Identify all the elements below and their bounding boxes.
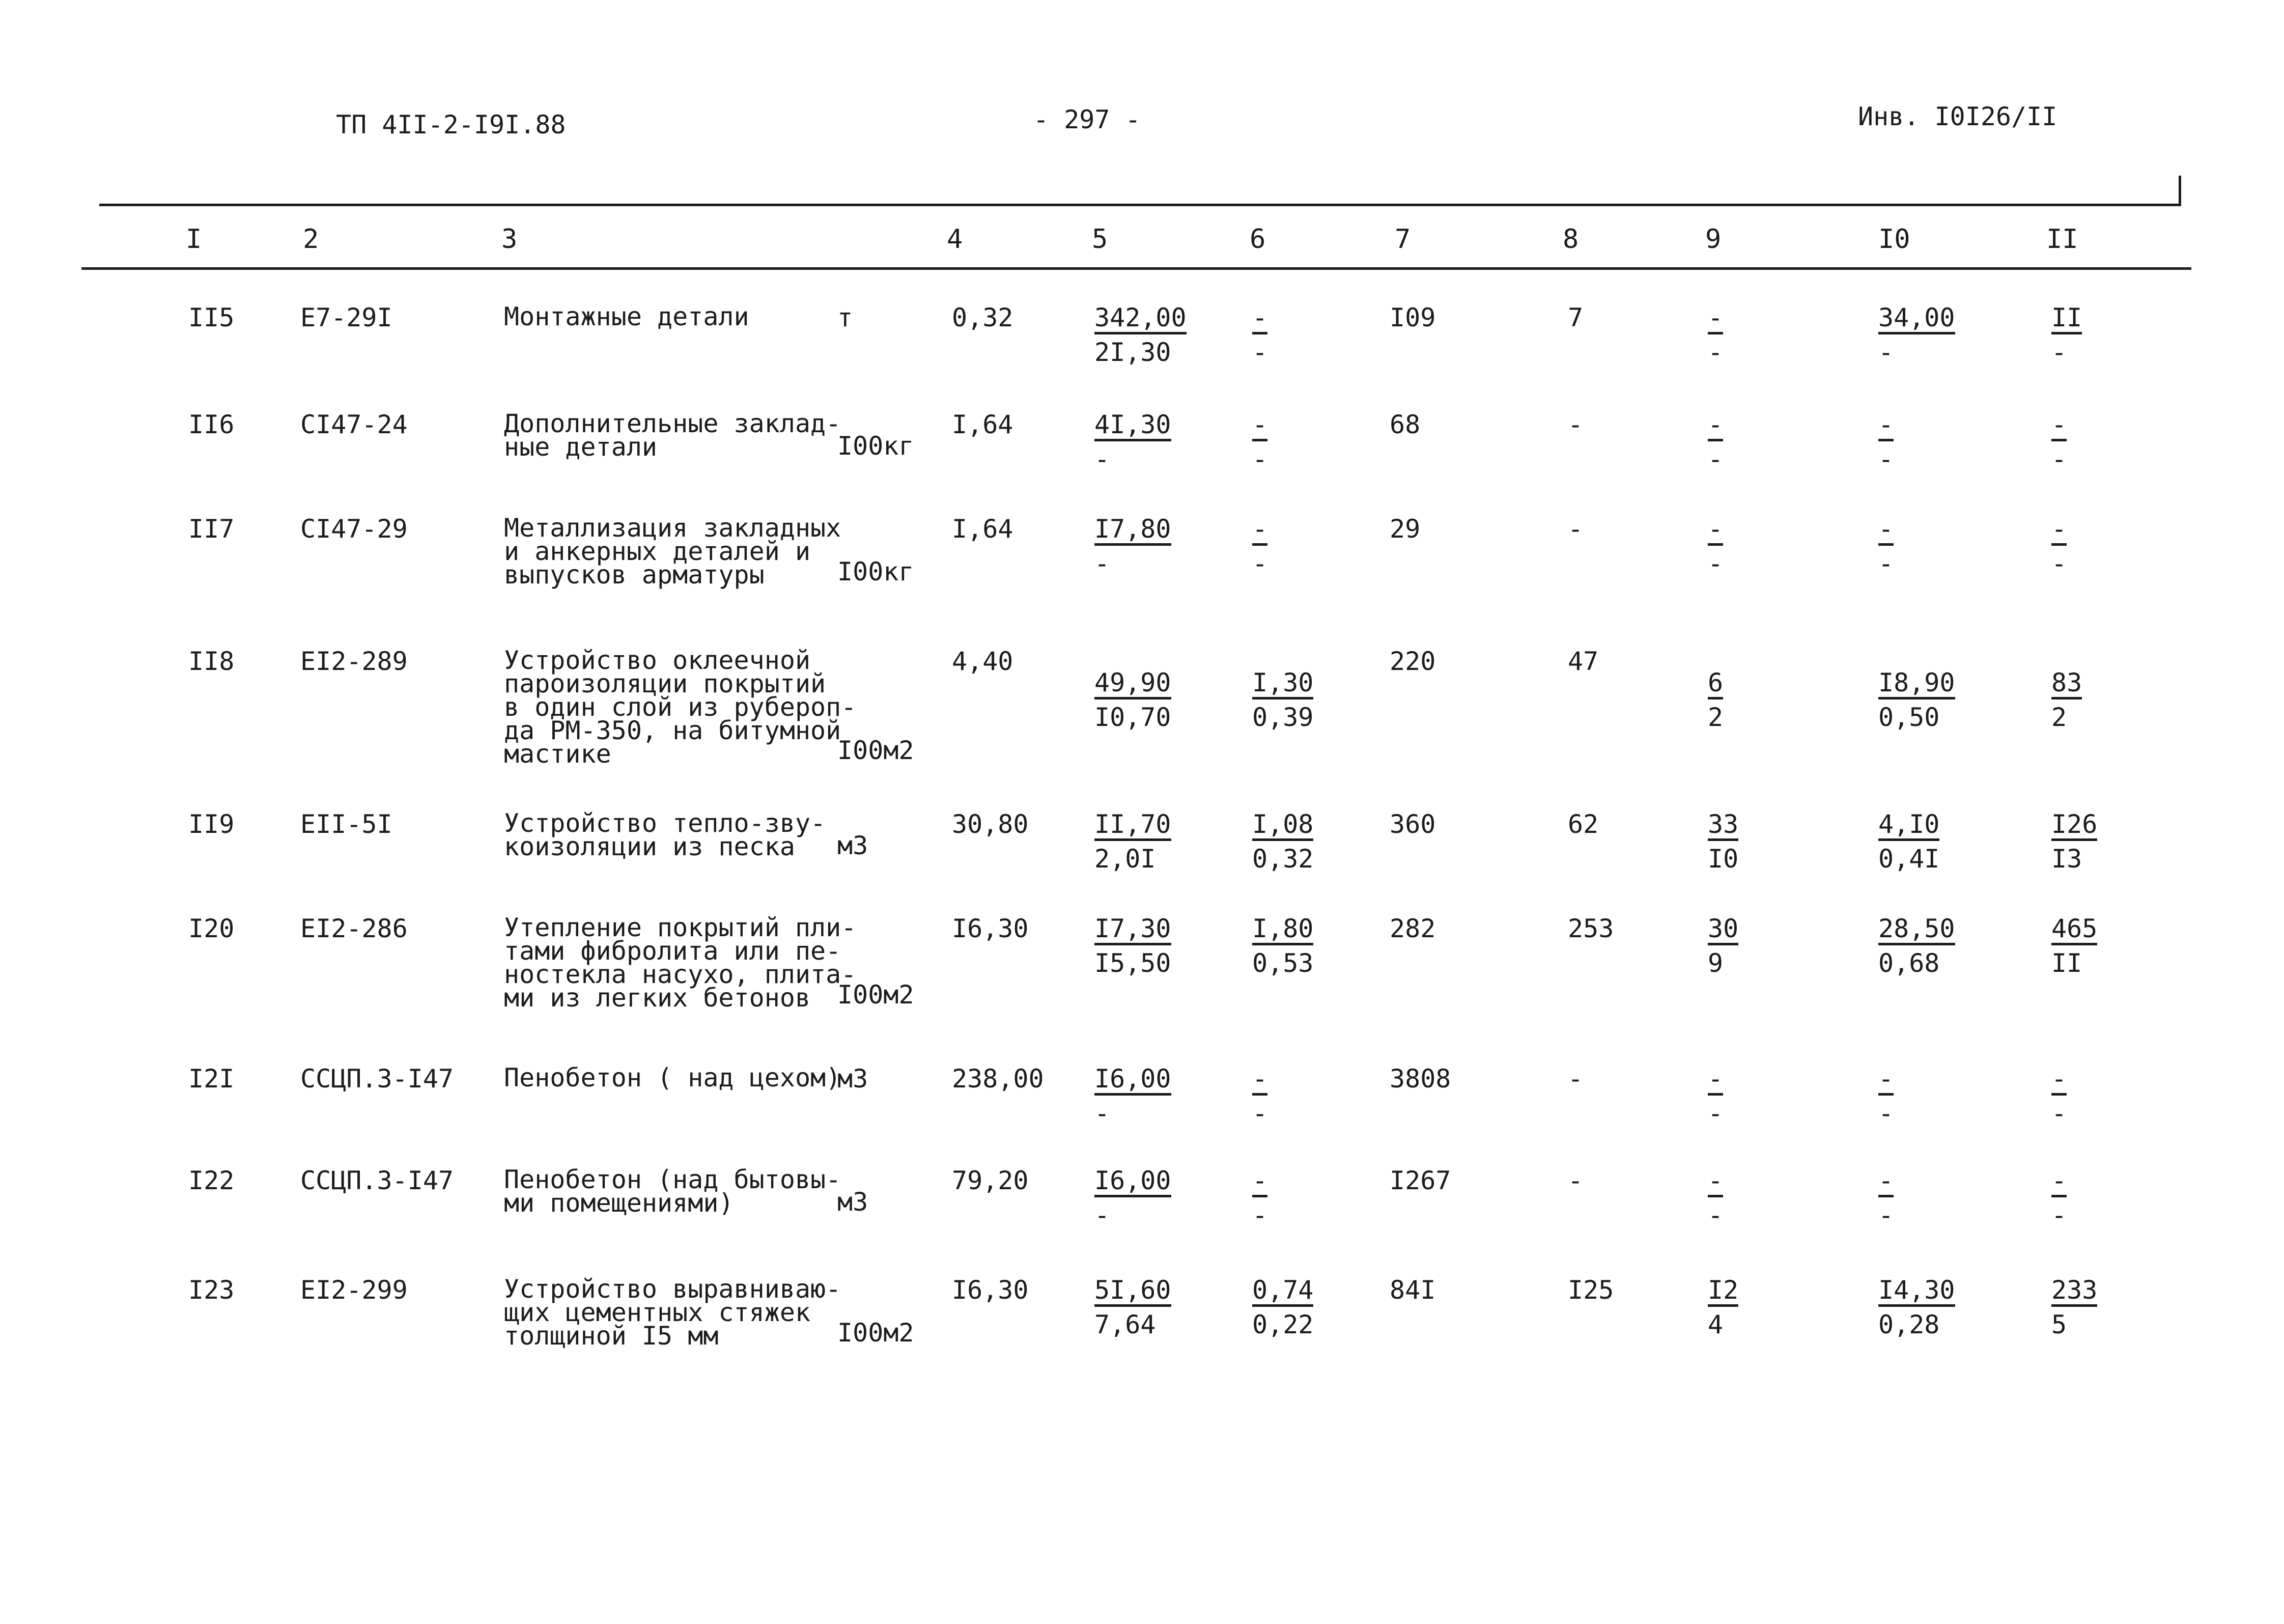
labor-value: 3808 bbox=[1390, 1064, 1451, 1094]
fraction-denominator: 0,4I bbox=[1878, 844, 1940, 874]
fraction-denominator: 7,64 bbox=[1094, 1310, 1156, 1339]
value-fraction bbox=[1708, 410, 1723, 477]
fraction-denominator: I0,70 bbox=[1094, 703, 1171, 732]
description-line: Пенобетон ( над цехом) bbox=[504, 1063, 841, 1093]
unit: I00кг bbox=[837, 431, 914, 461]
value-fraction bbox=[1878, 1166, 1894, 1233]
value-fraction bbox=[1878, 914, 1955, 981]
fraction-numerator: - bbox=[1878, 410, 1894, 441]
value-fraction bbox=[2051, 1275, 2097, 1342]
work-description bbox=[504, 913, 857, 1013]
machine-value: 253 bbox=[1568, 914, 1614, 943]
quantity: 4,40 bbox=[952, 647, 1013, 676]
fraction-numerator: 33 bbox=[1708, 810, 1738, 841]
quantity: 238,00 bbox=[952, 1064, 1044, 1094]
fraction-numerator: - bbox=[1708, 303, 1723, 334]
value-fraction bbox=[1252, 809, 1313, 877]
unit: I00м2 bbox=[837, 736, 914, 765]
value-fraction bbox=[1708, 1064, 1723, 1131]
fraction-numerator: - bbox=[1252, 1065, 1267, 1096]
table-corner-tick bbox=[2179, 176, 2181, 206]
fraction-numerator: I2 bbox=[1708, 1276, 1738, 1307]
fraction-numerator: - bbox=[2051, 1166, 2067, 1197]
machine-value: 47 bbox=[1568, 647, 1599, 676]
inventory-number: Инв. I0I26/II bbox=[1858, 102, 2057, 131]
row-number: II7 bbox=[188, 514, 235, 544]
value-fraction bbox=[1708, 914, 1738, 981]
quantity: 30,80 bbox=[952, 809, 1029, 839]
fraction-numerator: I6,00 bbox=[1094, 1065, 1171, 1096]
value-fraction bbox=[1094, 668, 1171, 735]
fraction-denominator: - bbox=[1252, 338, 1268, 367]
work-description bbox=[504, 302, 749, 331]
work-description bbox=[504, 1063, 841, 1093]
value-fraction bbox=[1878, 668, 1955, 735]
fraction-numerator: - bbox=[1708, 1166, 1723, 1197]
description-line: Дополнительные заклад- bbox=[504, 409, 841, 438]
unit: т bbox=[837, 303, 853, 332]
labor-value: I267 bbox=[1390, 1166, 1451, 1195]
row-number: II9 bbox=[188, 809, 235, 839]
fraction-denominator: - bbox=[1708, 338, 1724, 367]
description-line: толщиной I5 мм bbox=[504, 1321, 719, 1351]
value-fraction bbox=[1094, 1275, 1171, 1342]
fraction-numerator: - bbox=[1708, 1065, 1723, 1096]
fraction-denominator: 0,28 bbox=[1878, 1310, 1940, 1339]
fraction-denominator: - bbox=[1094, 549, 1110, 578]
value-fraction bbox=[1252, 410, 1267, 477]
fraction-numerator: - bbox=[1878, 1166, 1894, 1197]
row-number: II5 bbox=[188, 303, 235, 332]
fraction-numerator: I8,90 bbox=[1878, 668, 1955, 699]
value-fraction bbox=[1252, 668, 1313, 735]
machine-value: 62 bbox=[1568, 809, 1599, 839]
fraction-numerator: I6,00 bbox=[1094, 1166, 1171, 1197]
quantity: I,64 bbox=[952, 410, 1013, 439]
labor-value: 360 bbox=[1390, 809, 1436, 839]
value-fraction bbox=[2051, 668, 2082, 735]
fraction-denominator: 4 bbox=[1708, 1310, 1724, 1339]
value-fraction bbox=[1708, 1275, 1738, 1342]
value-fraction bbox=[1878, 410, 1894, 477]
unit: I00кг bbox=[837, 557, 914, 586]
machine-value: I25 bbox=[1568, 1275, 1614, 1305]
fraction-numerator: 83 bbox=[2051, 668, 2082, 699]
value-fraction bbox=[1878, 1275, 1955, 1342]
work-description bbox=[504, 513, 841, 590]
fraction-numerator: II bbox=[2051, 303, 2082, 334]
value-fraction bbox=[1094, 914, 1171, 981]
norm-code: ССЦП.3-I47 bbox=[300, 1166, 454, 1195]
work-description bbox=[504, 409, 841, 462]
fraction-denominator: 0,53 bbox=[1252, 948, 1314, 978]
description-line: Монтажные детали bbox=[504, 302, 749, 331]
value-fraction bbox=[2051, 809, 2097, 877]
machine-value: 7 bbox=[1568, 303, 1584, 332]
value-fraction bbox=[1094, 1064, 1171, 1131]
row-number: II6 bbox=[188, 410, 235, 439]
fraction-denominator: 0,32 bbox=[1252, 844, 1314, 874]
fraction-numerator: 4,I0 bbox=[1878, 810, 1939, 841]
value-fraction bbox=[1252, 303, 1267, 370]
value-fraction bbox=[1252, 1275, 1313, 1342]
fraction-denominator: - bbox=[1708, 549, 1724, 578]
fraction-denominator: 0,22 bbox=[1252, 1310, 1314, 1339]
fraction-denominator: I0 bbox=[1708, 844, 1739, 874]
labor-value: 220 bbox=[1390, 647, 1436, 676]
fraction-numerator: I26 bbox=[2051, 810, 2097, 841]
machine-value: - bbox=[1568, 410, 1584, 439]
document-code: ТП 4II-2-I9I.88 bbox=[336, 110, 566, 139]
value-fraction bbox=[2051, 1064, 2067, 1131]
fraction-numerator: 342,00 bbox=[1094, 303, 1187, 334]
description-line: пароизоляции покрытий bbox=[504, 669, 826, 698]
fraction-numerator: I,80 bbox=[1252, 914, 1313, 945]
row-number: I23 bbox=[188, 1275, 235, 1305]
column-number: 4 bbox=[947, 224, 963, 255]
value-fraction bbox=[2051, 514, 2067, 581]
unit: м3 bbox=[837, 831, 868, 860]
row-number: II8 bbox=[188, 647, 235, 676]
norm-code: EI2-299 bbox=[300, 1275, 408, 1305]
column-number: I0 bbox=[1878, 224, 1910, 255]
fraction-numerator: - bbox=[1252, 1166, 1267, 1197]
description-line: щих цементных стяжек bbox=[504, 1298, 811, 1327]
fraction-numerator: 49,90 bbox=[1094, 668, 1171, 699]
fraction-numerator: I7,30 bbox=[1094, 914, 1171, 945]
norm-code: EI2-286 bbox=[300, 914, 408, 943]
machine-value: - bbox=[1568, 1166, 1584, 1195]
fraction-denominator: II bbox=[2051, 948, 2082, 978]
column-number: 3 bbox=[501, 224, 518, 255]
description-line: мастике bbox=[504, 739, 611, 769]
fraction-denominator: 2I,30 bbox=[1094, 338, 1171, 367]
value-fraction bbox=[1708, 514, 1723, 581]
description-line: ми помещениями) bbox=[504, 1188, 734, 1218]
norm-code: EII-5I bbox=[300, 809, 392, 839]
column-number: I bbox=[186, 224, 202, 255]
description-line: да РМ-350, на битумной bbox=[504, 716, 841, 745]
work-description bbox=[504, 808, 826, 861]
value-fraction bbox=[1252, 1166, 1267, 1233]
description-line: выпусков арматуры bbox=[504, 560, 765, 590]
value-fraction bbox=[2051, 303, 2082, 370]
fraction-denominator: - bbox=[1094, 1099, 1110, 1128]
fraction-numerator: 4I,30 bbox=[1094, 410, 1171, 441]
description-line: ностекла насухо, плита- bbox=[504, 960, 857, 989]
value-fraction bbox=[1094, 514, 1171, 581]
fraction-numerator: - bbox=[2051, 410, 2067, 441]
fraction-numerator: 28,50 bbox=[1878, 914, 1955, 945]
fraction-numerator: 233 bbox=[2051, 1276, 2097, 1307]
description-line: Устройство тепло-зву- bbox=[504, 808, 826, 838]
fraction-denominator: - bbox=[2051, 1200, 2067, 1230]
fraction-denominator: - bbox=[1708, 1200, 1724, 1230]
quantity: I6,30 bbox=[952, 914, 1029, 943]
fraction-denominator: 0,68 bbox=[1878, 948, 1940, 978]
fraction-denominator: 2 bbox=[1708, 703, 1724, 732]
fraction-denominator: 5 bbox=[2051, 1310, 2067, 1339]
table-top-rule bbox=[99, 204, 2181, 206]
value-fraction bbox=[1094, 1166, 1171, 1233]
norm-code: CI47-24 bbox=[300, 410, 408, 439]
fraction-numerator: I,08 bbox=[1252, 810, 1313, 841]
column-number: 9 bbox=[1705, 224, 1722, 255]
column-number: 7 bbox=[1395, 224, 1411, 255]
work-description bbox=[504, 1165, 841, 1218]
fraction-denominator: 9 bbox=[1708, 948, 1724, 978]
labor-value: 29 bbox=[1390, 514, 1421, 544]
quantity: 0,32 bbox=[952, 303, 1013, 332]
value-fraction bbox=[2051, 1166, 2067, 1233]
description-line: и анкерных деталей и bbox=[504, 537, 811, 566]
labor-value: 68 bbox=[1390, 410, 1421, 439]
fraction-denominator: - bbox=[1878, 1099, 1894, 1128]
fraction-numerator: 6 bbox=[1708, 668, 1723, 699]
quantity: I6,30 bbox=[952, 1275, 1029, 1305]
fraction-denominator: 2 bbox=[2051, 703, 2067, 732]
value-fraction bbox=[1094, 410, 1171, 477]
fraction-numerator: - bbox=[1708, 410, 1723, 441]
description-line: коизоляции из песка bbox=[504, 832, 795, 861]
fraction-denominator: 0,39 bbox=[1252, 703, 1314, 732]
fraction-denominator: 2,0I bbox=[1094, 844, 1156, 874]
description-line: Утепление покрытий пли- bbox=[504, 913, 857, 942]
fraction-numerator: - bbox=[2051, 1065, 2067, 1096]
description-line: тами фибролита или пе- bbox=[504, 936, 841, 966]
column-number: 5 bbox=[1092, 224, 1108, 255]
fraction-numerator: - bbox=[1878, 1065, 1894, 1096]
value-fraction bbox=[1708, 303, 1723, 370]
labor-value: 84I bbox=[1390, 1275, 1436, 1305]
quantity: I,64 bbox=[952, 514, 1013, 544]
column-number: 2 bbox=[303, 224, 319, 255]
fraction-denominator: - bbox=[2051, 338, 2067, 367]
description-line: в один слой из рубероп- bbox=[504, 692, 857, 722]
header-bottom-rule bbox=[81, 267, 2191, 270]
norm-code: ССЦП.3-I47 bbox=[300, 1064, 454, 1094]
unit: м3 bbox=[837, 1187, 868, 1217]
fraction-numerator: I7,80 bbox=[1094, 515, 1171, 546]
value-fraction bbox=[1708, 1166, 1723, 1233]
machine-value: - bbox=[1568, 514, 1584, 544]
column-number: II bbox=[2046, 224, 2078, 255]
work-description bbox=[504, 646, 857, 769]
row-number: I2I bbox=[188, 1064, 235, 1094]
fraction-denominator: - bbox=[2051, 1099, 2067, 1128]
fraction-denominator: - bbox=[1878, 444, 1894, 474]
value-fraction bbox=[1094, 303, 1187, 370]
value-fraction bbox=[2051, 410, 2067, 477]
fraction-numerator: 5I,60 bbox=[1094, 1276, 1171, 1307]
fraction-numerator: I,30 bbox=[1252, 668, 1313, 699]
fraction-numerator: II,70 bbox=[1094, 810, 1171, 841]
fraction-denominator: - bbox=[1094, 1200, 1110, 1230]
fraction-denominator: - bbox=[1878, 549, 1894, 578]
value-fraction bbox=[2051, 914, 2097, 981]
value-fraction bbox=[1252, 914, 1313, 981]
value-fraction bbox=[1878, 809, 1939, 877]
row-number: I22 bbox=[188, 1166, 235, 1195]
quantity: 79,20 bbox=[952, 1166, 1029, 1195]
fraction-denominator: I5,50 bbox=[1094, 948, 1171, 978]
fraction-numerator: 0,74 bbox=[1252, 1276, 1313, 1307]
description-line: Устройство оклеечной bbox=[504, 646, 811, 675]
unit: I00м2 bbox=[837, 980, 914, 1010]
value-fraction bbox=[1878, 514, 1894, 581]
labor-value: 282 bbox=[1390, 914, 1436, 943]
labor-value: I09 bbox=[1390, 303, 1436, 332]
fraction-denominator: - bbox=[1708, 444, 1724, 474]
value-fraction bbox=[1252, 1064, 1267, 1131]
fraction-denominator: - bbox=[1252, 1200, 1268, 1230]
value-fraction bbox=[1252, 514, 1267, 581]
fraction-denominator: - bbox=[1252, 549, 1268, 578]
fraction-denominator: 0,50 bbox=[1878, 703, 1940, 732]
column-number: 6 bbox=[1250, 224, 1266, 255]
description-line: Металлизация закладных bbox=[504, 513, 841, 543]
value-fraction bbox=[1708, 668, 1723, 735]
fraction-denominator: - bbox=[1708, 1099, 1724, 1128]
fraction-numerator: - bbox=[1708, 515, 1723, 546]
norm-code: EI2-289 bbox=[300, 647, 408, 676]
fraction-numerator: 30 bbox=[1708, 914, 1738, 945]
work-description bbox=[504, 1274, 841, 1351]
fraction-denominator: - bbox=[1252, 444, 1268, 474]
description-line: Устройство выравниваю- bbox=[504, 1274, 841, 1304]
value-fraction bbox=[1094, 809, 1171, 877]
fraction-denominator: - bbox=[2051, 549, 2067, 578]
unit: I00м2 bbox=[837, 1318, 914, 1348]
fraction-numerator: I4,30 bbox=[1878, 1276, 1955, 1307]
fraction-denominator: - bbox=[1878, 1200, 1894, 1230]
unit: м3 bbox=[837, 1064, 868, 1094]
fraction-numerator: - bbox=[1252, 515, 1267, 546]
machine-value: - bbox=[1568, 1064, 1584, 1094]
description-line: ми из легких бетонов bbox=[504, 983, 811, 1013]
description-line: Пенобетон (над бытовы- bbox=[504, 1165, 841, 1194]
norm-code: E7-29I bbox=[300, 303, 392, 332]
fraction-numerator: - bbox=[2051, 515, 2067, 546]
fraction-numerator: - bbox=[1878, 515, 1894, 546]
norm-code: CI47-29 bbox=[300, 514, 408, 544]
value-fraction bbox=[1708, 809, 1738, 877]
description-line: ные детали bbox=[504, 432, 658, 462]
fraction-numerator: 465 bbox=[2051, 914, 2097, 945]
row-number: I20 bbox=[188, 914, 235, 943]
fraction-numerator: 34,00 bbox=[1878, 303, 1955, 334]
fraction-denominator: - bbox=[1878, 338, 1894, 367]
fraction-denominator: - bbox=[1094, 444, 1110, 474]
value-fraction bbox=[1878, 303, 1955, 370]
fraction-denominator: - bbox=[2051, 444, 2067, 474]
column-number: 8 bbox=[1563, 224, 1579, 255]
page-number: - 297 - bbox=[1033, 105, 1141, 134]
fraction-numerator: - bbox=[1252, 303, 1267, 334]
fraction-numerator: - bbox=[1252, 410, 1267, 441]
fraction-denominator: - bbox=[1252, 1099, 1268, 1128]
value-fraction bbox=[1878, 1064, 1894, 1131]
fraction-denominator: I3 bbox=[2051, 844, 2082, 874]
